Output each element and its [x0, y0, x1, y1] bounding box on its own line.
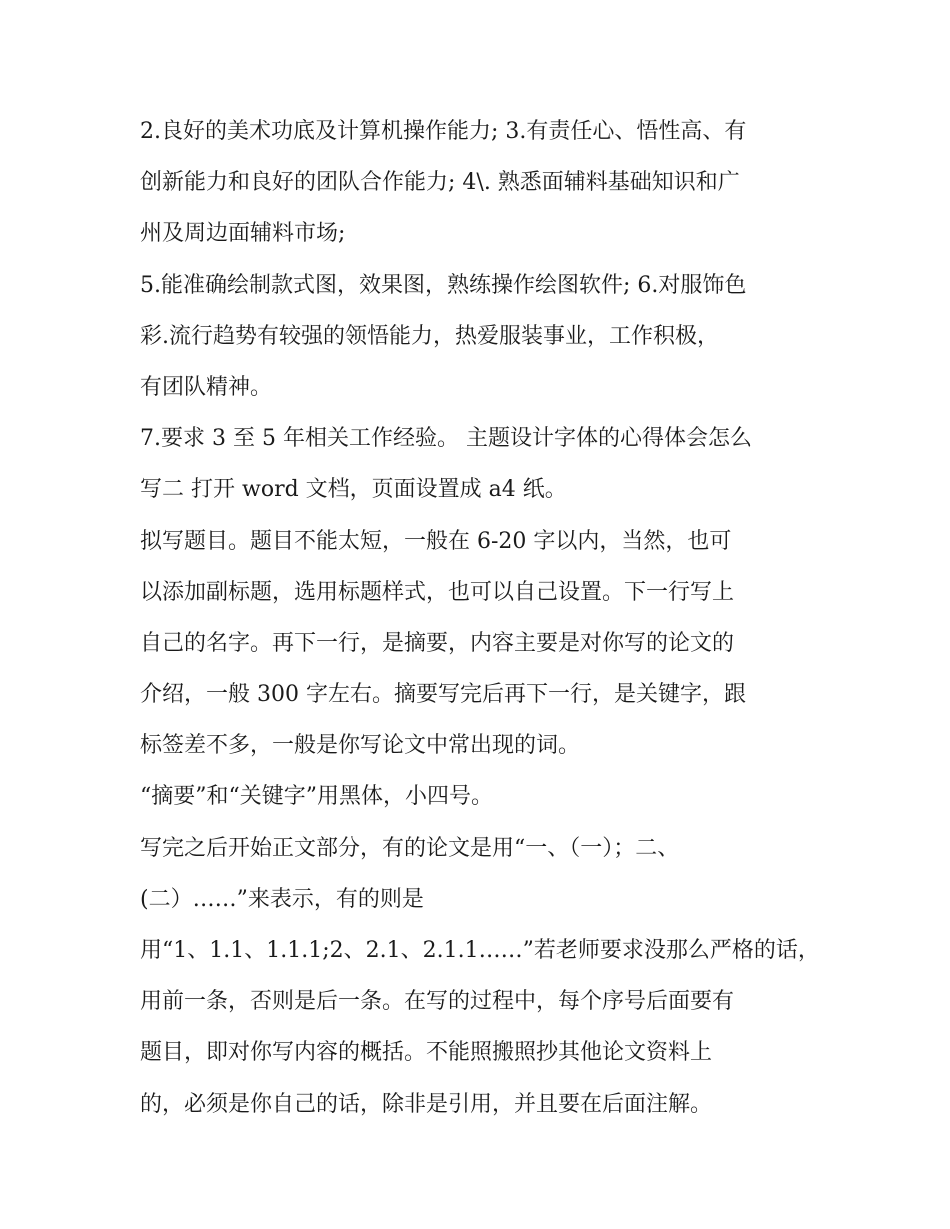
text-line: 写二 打开 word 文档，页面设置成 a4 纸。	[140, 477, 567, 503]
text-line: 州及周边面辅料市场;	[140, 221, 346, 247]
text-line: 用前一条，否则是后一条。在写的过程中，每个序号后面要有	[140, 989, 735, 1015]
text-line: (二）……”来表示，有的则是	[140, 886, 424, 912]
text-line: 写完之后开始正文部分，有的论文是用“一、（一）；二、	[140, 835, 680, 861]
text-line: 自己的名字。再下一行，是摘要，内容主要是对你写的论文的	[140, 630, 735, 656]
text-line: 用“1、1.1、1.1.1;2、2.1、2.1.1……”若老师要求没那么严格的话，	[140, 938, 820, 963]
text-line: 拟写题目。题目不能太短，一般在 6-20 字以内，当然，也可	[140, 528, 732, 554]
text-line: “摘要”和“关键字”用黑体，小四号。	[140, 784, 493, 810]
text-line: 创新能力和良好的团队合作能力; 4\. 熟悉面辅料基础知识和广	[140, 170, 740, 196]
text-line: 5.能准确绘制款式图，效果图，熟练操作绘图软件; 6.对服饰色	[140, 272, 747, 298]
text-line: 题目，即对你写内容的概括。不能照搬照抄其他论文资料上	[140, 1040, 713, 1066]
text-line: 以添加副标题，选用标题样式，也可以自己设置。下一行写上	[140, 579, 735, 605]
text-line: 2.良好的美术功底及计算机操作能力; 3.有责任心、悟性高、有	[140, 119, 747, 144]
text-line: 彩.流行趋势有较强的领悟能力，热爱服装事业，工作积极，	[140, 323, 719, 349]
text-line: 标签差不多，一般是你写论文中常出现的词。	[140, 733, 581, 759]
text-line: 的，必须是你自己的话，除非是引用，并且要在后面注解。	[140, 1091, 713, 1117]
text-line: 有团队精神。	[140, 374, 273, 400]
document-body	[140, 106, 820, 1130]
text-line: 介绍，一般 300 字左右。摘要写完后再下一行，是关键字，跟	[140, 682, 746, 708]
text-line: 7.要求 3 至 5 年相关工作经验。 主题设计字体的心得体会怎么	[140, 426, 752, 452]
